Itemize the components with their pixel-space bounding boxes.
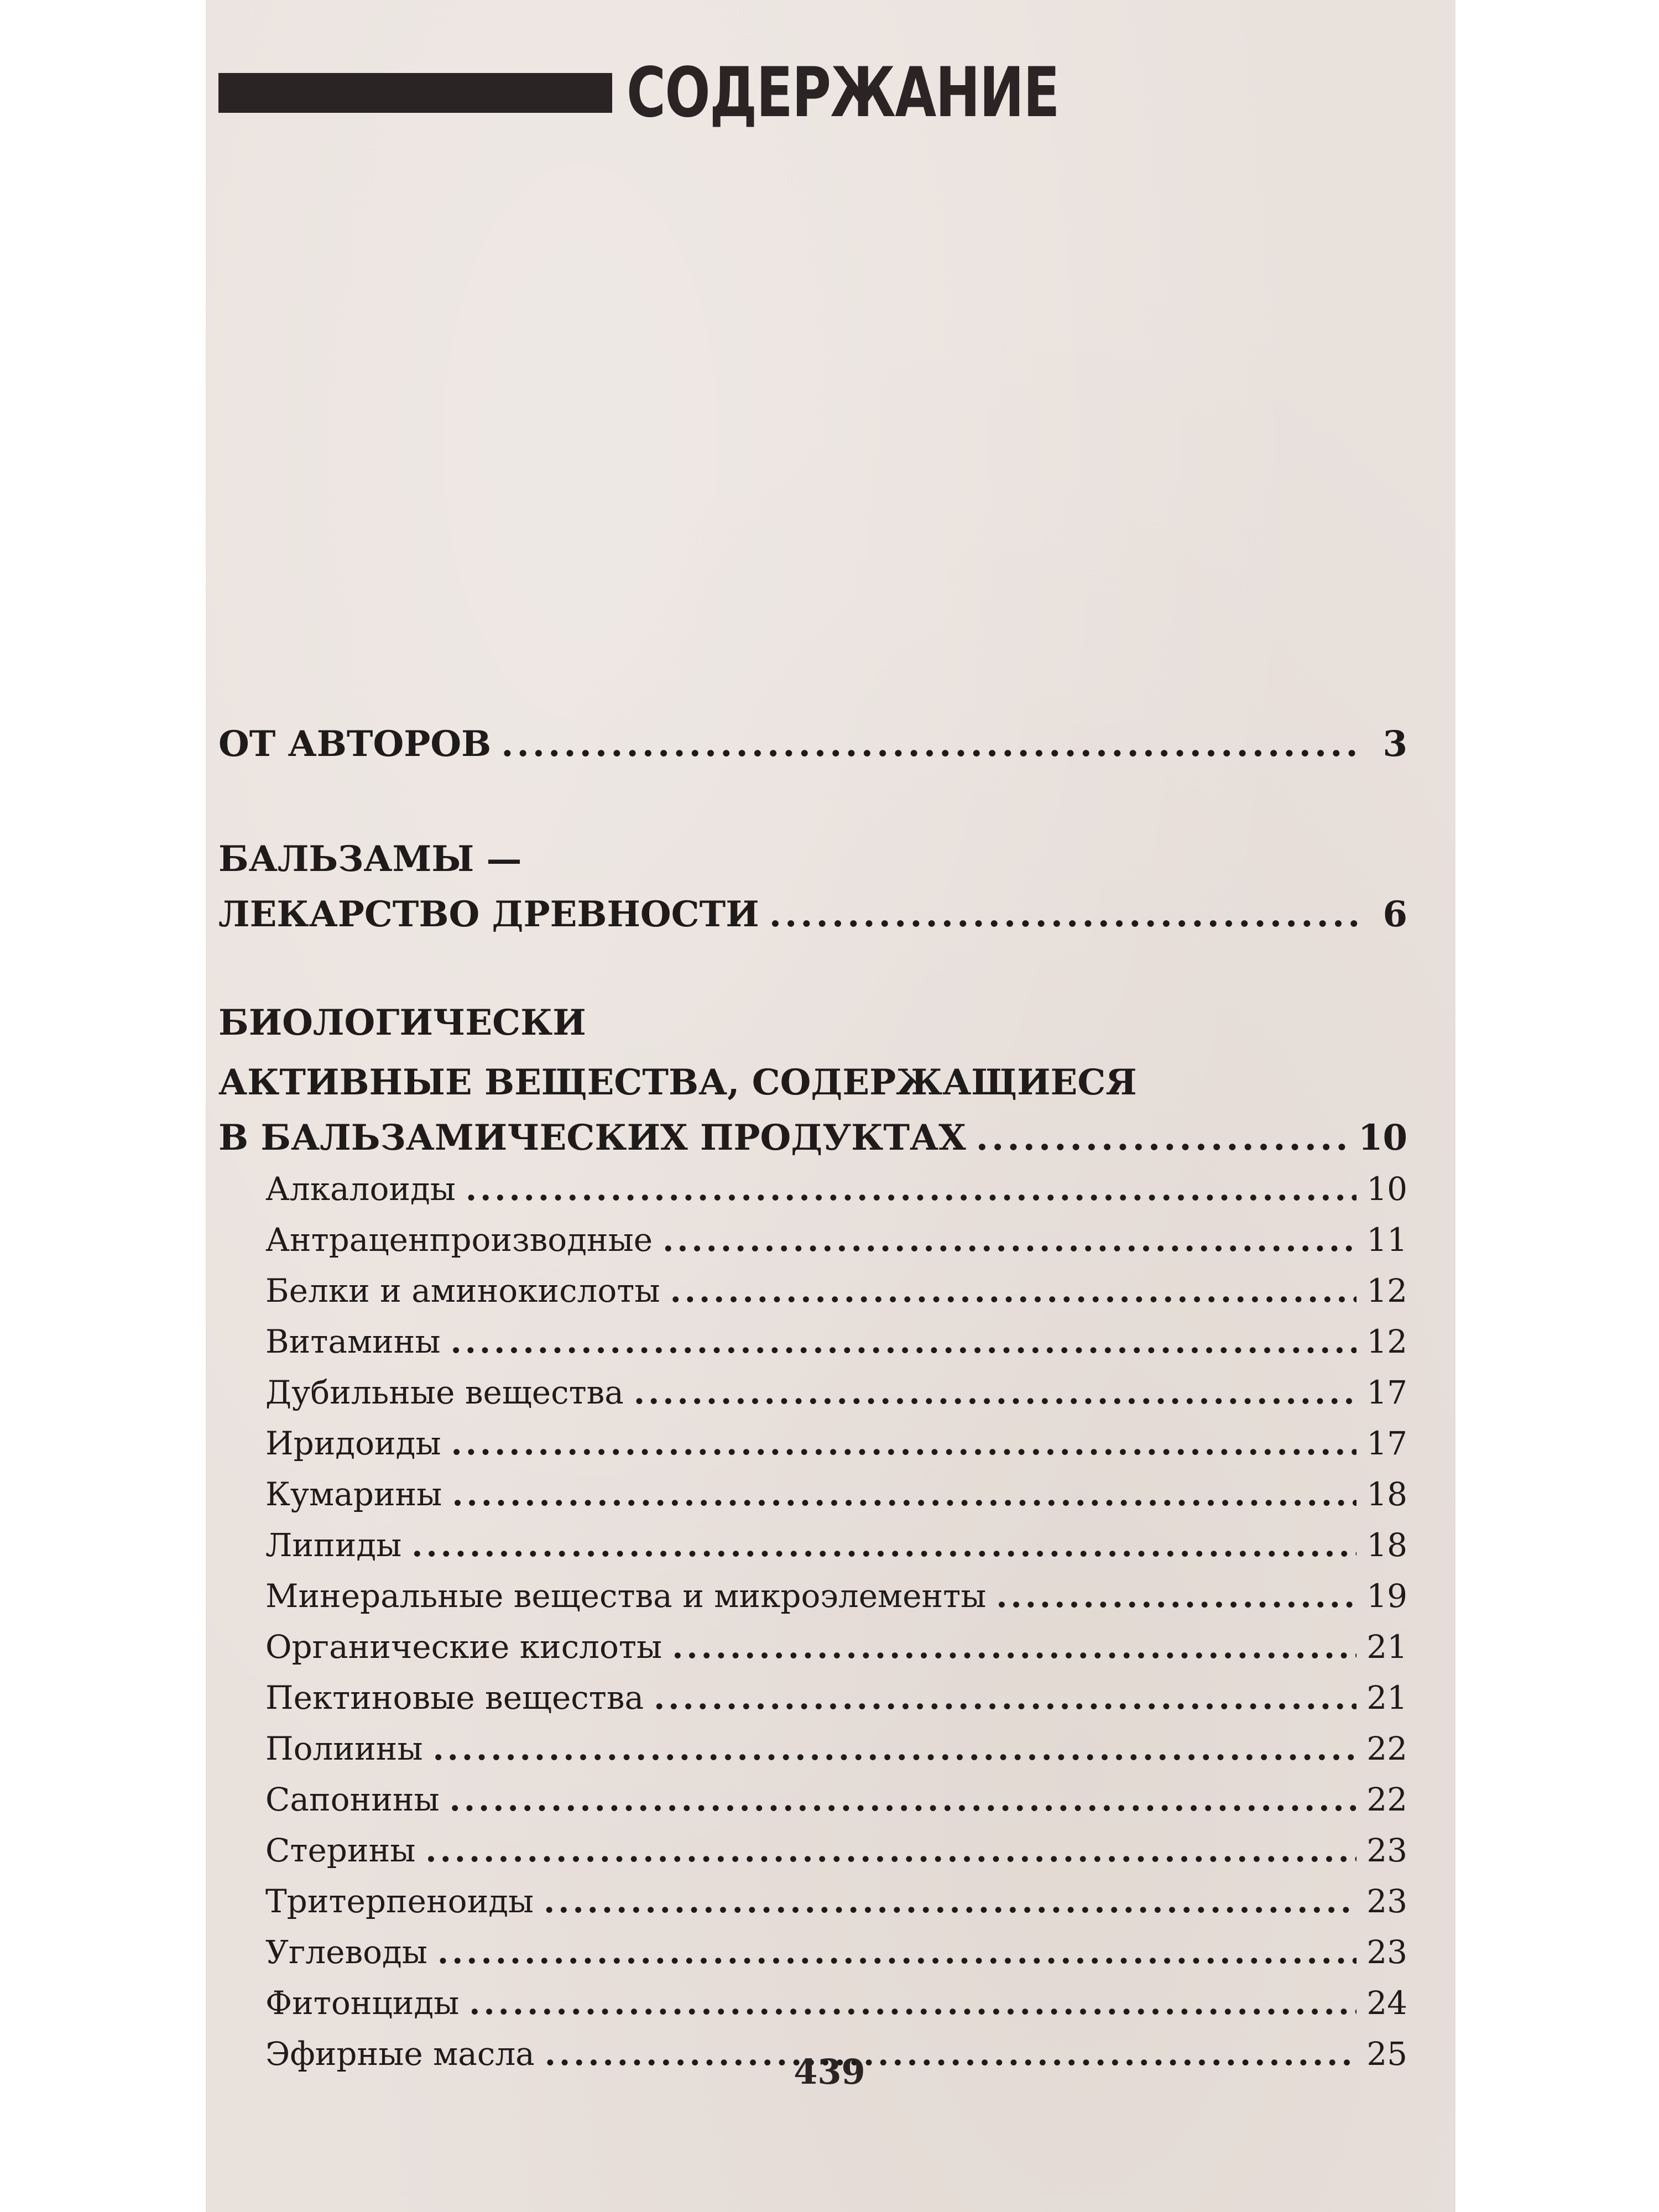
toc-entry-title: В БАЛЬЗАМИЧЕСКИХ ПРОДУКТАХ bbox=[218, 1117, 966, 1159]
toc-entry-title: БИОЛОГИЧЕСКИ bbox=[218, 1002, 586, 1044]
toc-subentry-title: Минеральные вещества и микроэлементы bbox=[265, 1577, 987, 1615]
toc-subentry-page: 12 bbox=[1366, 1323, 1407, 1360]
toc-subentry-title: Иридоиды bbox=[265, 1425, 441, 1462]
toc-subentry[interactable] bbox=[218, 1469, 1407, 1520]
dot-leader bbox=[466, 1164, 1357, 1214]
toc-subentry-title: Антраценпроизводные bbox=[265, 1221, 653, 1259]
toc-subentry[interactable] bbox=[218, 1571, 1407, 1621]
toc-subentry[interactable] bbox=[218, 1876, 1407, 1927]
toc-subentry-title: Кумарины bbox=[265, 1475, 442, 1513]
dot-leader bbox=[976, 1113, 1348, 1164]
toc-subentry-title: Органические кислоты bbox=[265, 1628, 662, 1666]
toc-subentry-page: 21 bbox=[1366, 1679, 1407, 1717]
toc-subentry-title: Белки и аминокислоты bbox=[265, 1272, 660, 1310]
table-of-contents bbox=[218, 719, 1407, 2079]
toc-subentry-page: 18 bbox=[1366, 1475, 1407, 1513]
toc-subentry-page: 22 bbox=[1366, 1781, 1407, 1818]
toc-subentry-page: 17 bbox=[1366, 1374, 1407, 1411]
toc-entry-balms-line1[interactable] bbox=[218, 830, 1407, 889]
toc-entry-title: ОТ АВТОРОВ bbox=[218, 723, 492, 765]
toc-entry-page: 10 bbox=[1358, 1117, 1407, 1159]
toc-subentry-page: 23 bbox=[1366, 1832, 1407, 1869]
toc-subentry-page: 11 bbox=[1366, 1221, 1407, 1259]
toc-subentry-title: Дубильные вещества bbox=[265, 1374, 624, 1411]
dot-leader bbox=[654, 1672, 1357, 1723]
toc-subentry[interactable] bbox=[218, 1927, 1407, 1978]
toc-subentry[interactable] bbox=[218, 1672, 1407, 1723]
dot-leader bbox=[544, 1876, 1357, 1927]
toc-entry-title: ЛЕКАРСТВО ДРЕВНОСТИ bbox=[218, 894, 759, 935]
toc-subentry-title: Пектиновые вещества bbox=[265, 1679, 644, 1717]
toc-subentry-page: 12 bbox=[1366, 1272, 1407, 1310]
dot-leader bbox=[450, 1774, 1357, 1825]
toc-subentry-title: Эфирные масла bbox=[265, 2035, 535, 2073]
dot-leader bbox=[662, 1214, 1357, 1265]
dot-leader bbox=[451, 1316, 1357, 1367]
page-number: 439 bbox=[794, 2052, 865, 2092]
toc-entry-title: АКТИВНЫЕ ВЕЩЕСТВА, СОДЕРЖАЩИЕСЯ bbox=[218, 1062, 1137, 1103]
toc-subentry-title: Полиины bbox=[265, 1730, 423, 1767]
toc-entry-bio-line2[interactable] bbox=[218, 1053, 1407, 1113]
toc-subentry-title: Сапонины bbox=[265, 1781, 440, 1818]
toc-subentry[interactable] bbox=[218, 1214, 1407, 1265]
dot-leader bbox=[437, 1927, 1357, 1978]
toc-subentry-page: 17 bbox=[1366, 1425, 1407, 1462]
toc-subentry[interactable] bbox=[218, 1825, 1407, 1876]
toc-entry-page: 3 bbox=[1383, 723, 1407, 765]
toc-subentry[interactable] bbox=[218, 1723, 1407, 1774]
toc-subentry[interactable] bbox=[218, 1621, 1407, 1672]
toc-entry-bio[interactable] bbox=[218, 1113, 1407, 1164]
header-bar bbox=[218, 73, 612, 113]
toc-subentry[interactable] bbox=[218, 1978, 1407, 2028]
contents-header bbox=[218, 49, 1103, 137]
toc-subentry-title: Тритерпеноиды bbox=[265, 1882, 534, 1920]
toc-subentry-page: 25 bbox=[1366, 2035, 1407, 2073]
toc-subentry[interactable] bbox=[218, 1774, 1407, 1825]
toc-subentry-page: 23 bbox=[1366, 1882, 1407, 1920]
toc-entry-title: БАЛЬЗАМЫ — bbox=[218, 838, 522, 880]
toc-subentry-page: 19 bbox=[1366, 1577, 1407, 1615]
dot-leader bbox=[670, 1265, 1357, 1316]
toc-subentry-title: Витамины bbox=[265, 1323, 441, 1360]
dot-leader bbox=[425, 1825, 1357, 1876]
toc-subentry[interactable] bbox=[218, 1316, 1407, 1367]
toc-entry-bio-line1[interactable] bbox=[218, 993, 1407, 1053]
toc-entry-from-authors[interactable] bbox=[218, 719, 1407, 770]
toc-subentry-page: 24 bbox=[1366, 1984, 1407, 2022]
toc-entry-balms[interactable] bbox=[218, 889, 1407, 940]
toc-subentry-page: 23 bbox=[1366, 1933, 1407, 1971]
dot-leader bbox=[451, 1418, 1357, 1469]
page-title: СОДЕРЖАНИЕ bbox=[627, 53, 1059, 133]
toc-subentry-title: Фитонциды bbox=[265, 1984, 460, 2022]
toc-subentry[interactable] bbox=[218, 1164, 1407, 1214]
toc-subentry-title: Стерины bbox=[265, 1832, 416, 1869]
dot-leader bbox=[501, 719, 1364, 770]
toc-subentry[interactable] bbox=[218, 1520, 1407, 1571]
toc-subentry-title: Углеводы bbox=[265, 1933, 427, 1971]
toc-subentry-page: 22 bbox=[1366, 1730, 1407, 1767]
toc-entry-page: 6 bbox=[1383, 894, 1407, 935]
dot-leader bbox=[452, 1469, 1357, 1520]
dot-leader bbox=[432, 1723, 1357, 1774]
dot-leader bbox=[411, 1520, 1357, 1571]
toc-subentry[interactable] bbox=[218, 1265, 1407, 1316]
toc-subentry-page: 18 bbox=[1366, 1526, 1407, 1564]
dot-leader bbox=[469, 1978, 1357, 2028]
toc-subentry-page: 21 bbox=[1366, 1628, 1407, 1666]
dot-leader bbox=[672, 1621, 1357, 1672]
toc-subentry[interactable] bbox=[218, 1367, 1407, 1418]
toc-subentry-title: Алкалоиды bbox=[265, 1170, 456, 1208]
toc-subentry[interactable] bbox=[218, 1418, 1407, 1469]
dot-leader bbox=[996, 1571, 1357, 1621]
toc-subentry-title: Липиды bbox=[265, 1526, 402, 1564]
dot-leader bbox=[634, 1367, 1357, 1418]
dot-leader bbox=[769, 889, 1364, 940]
toc-subentry-page: 10 bbox=[1366, 1170, 1407, 1208]
